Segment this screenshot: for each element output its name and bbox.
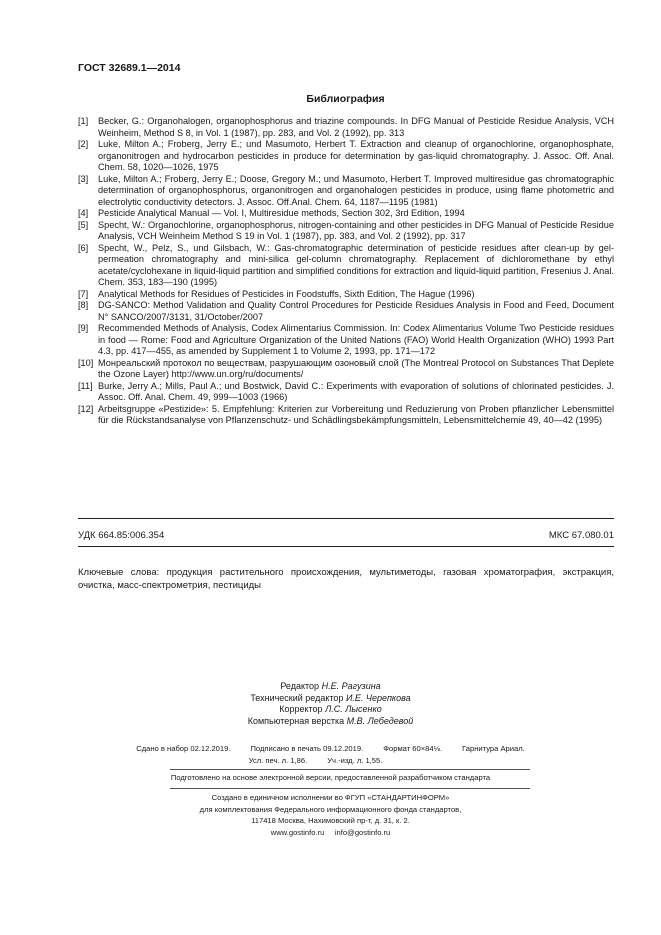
typeface: Гарнитура Ариал. xyxy=(462,744,525,753)
imprint-note: Подготовлено на основе электронной версии, предоставленной разработчиком стандарта xyxy=(170,773,491,782)
reference-number: [6] xyxy=(78,242,89,253)
reference-number: [9] xyxy=(78,323,89,333)
reference-text: Specht, W.: Organochlorine, organophosphorus, nitrogen-containing and other pesticides in DFG Manual of Pesticide Residue Analysis, VCH Weinheim Method S 19 in Vol. 1 (1987), pp. 383, and Vol. 2 (1992), pp. 317 xyxy=(98,219,614,241)
layout-line: Компьютерная верстка М.В. Лебедевой xyxy=(247,715,414,726)
reference-number: [1] xyxy=(78,116,89,126)
reference-text: Burke, Jerry A.; Mills, Paul A.; und Bostwick, David C.: Experiments with evaporation of solutions of chlorinated pesticides. J. Assoc. Off. Anal. Chem. 49, 999—1003 (1966) xyxy=(98,380,614,402)
reference-number: [5] xyxy=(78,219,89,230)
reference-text: Luke, Milton A.; Froberg, Jerry E.; Doose, Gregory M.; und Masumoto, Herbert T. Improved multiresidue gas chromatographic determination of organophosphorus, organonitrogen and organohalogen pesticides in produce, using flame photometric and electrolytic conductivity detectors. J. Assoc. Off.Anal. Chem. 64, 1187—1195 (1981) xyxy=(98,173,614,207)
reference-number: [4] xyxy=(78,208,89,218)
reference-number: [2] xyxy=(78,139,89,149)
bibliography-item xyxy=(78,139,614,174)
reference-number: [7] xyxy=(78,288,89,299)
bibliography-item xyxy=(78,220,614,243)
bibliography-item xyxy=(78,116,614,139)
bibliography-item xyxy=(78,404,614,427)
print-info xyxy=(0,743,661,767)
signed-date: Подписано в печать 09.12.2019. xyxy=(250,744,364,753)
reference-text: Монреальский протокол по веществам, разрушающим озоновый слой (The Montreal Protocol on Substances That Deplete the Ozone Layer) http://www.un.org/ru/documents/ xyxy=(98,357,614,379)
keywords: Ключевые слова: продукция растительного происхождения, мультиметоды, газовая хроматография, экстракция, очистка, масс-спектрометрия, пестициды xyxy=(78,567,614,591)
reference-text: Becker, G.: Organohalogen, organophosphorus and triazine compounds. In DFG Manual of Pesticide Residue Analysis, VCH Weinheim, Method S 8, in Vol. 1 (1987), pp. 283, and Vol. 2 (1992), pp. 313 xyxy=(98,116,614,138)
set-date: Сдано в набор 02.12.2019. xyxy=(136,744,231,753)
bibliography-item xyxy=(78,323,614,358)
publisher-block xyxy=(0,792,661,838)
mks-code: МКС 67.080.01 xyxy=(548,530,614,541)
divider-bottom xyxy=(78,546,614,547)
publisher-line: Создано в единичном исполнении во ФГУП «СТАНДАРТИНФОРМ» xyxy=(211,793,450,802)
reference-text: DG-SANCO: Method Validation and Quality Control Procedures for Pesticide Residues Analysis in Food and Feed, Document N° SANCO/2007/3131, 31/October/2007 xyxy=(98,300,614,322)
document-header: ГОСТ 32689.1—2014 xyxy=(78,62,181,74)
corrector-line: Корректор Л.С. Лысенко xyxy=(279,704,382,714)
editors-block xyxy=(0,681,661,727)
bibliography-list xyxy=(78,116,614,427)
divider-top xyxy=(78,518,614,519)
divider-publisher xyxy=(170,788,530,789)
bibliography-item xyxy=(78,243,614,289)
divider-print xyxy=(170,769,530,770)
reference-text: Pesticide Analytical Manual — Vol. I, Multiresidue methods, Section 302, 3rd Edition, 1994 xyxy=(98,208,465,218)
reference-text: Recommended Methods of Analysis, Codex Alimentarius Commission. In: Codex Alimentarius Volume Two Pesticide residues in food — Rome: Food and Agriculture Organization of the United Nations (FAO) World Health Organization (WHO) 1993 Part 4.3, pp. 417—455, as amended by Supplement 1 to Volume 2, 1993, pp. 171—172 xyxy=(98,323,614,356)
bibliography-item xyxy=(78,208,614,220)
reference-number: [8] xyxy=(78,300,89,310)
bibliography-item xyxy=(78,289,614,301)
reference-number: [10] xyxy=(78,357,94,368)
bibliography-item xyxy=(78,300,614,323)
edit-sheets: Уч.-изд. л. 1,55. xyxy=(327,756,383,765)
reference-text: Analytical Methods for Residues of Pesticides in Foodstuffs, Sixth Edition, The Hague (1996) xyxy=(98,288,475,299)
print-sheets: Усл. печ. л. 1,86. xyxy=(248,756,308,765)
publisher-web: www.gostinfo.ru info@gostinfo.ru xyxy=(270,827,391,837)
section-title: Библиография xyxy=(306,93,385,105)
publisher-line: для комплектования Федерального информационного фонда стандартов, xyxy=(199,804,462,814)
reference-number: [3] xyxy=(78,173,89,184)
reference-text: Arbeitsgruppe «Pestizide»: 5. Empfehlung: Kriterien zur Vorbereitung und Reduzierung von Proben pflanzlicher Lebensmittel für die Rückstandsanalyse von Pflanzenschutz- und Schädlingsbekämpfungsmitteln, Lebensmittelchemie 49, 40—42 (1995) xyxy=(98,403,614,425)
reference-number: [11] xyxy=(78,380,93,391)
bibliography-item xyxy=(78,174,614,209)
tech-editor-line: Технический редактор И.Е. Черепкова xyxy=(250,692,411,703)
bibliography-item xyxy=(78,358,614,381)
format: Формат 60×84⅛. xyxy=(383,744,443,753)
reference-text: Specht, W., Pelz, S., und Gilsbach, W.: Gas-chromatographic determination of pesticide residues after clean-up by gel-permeation chromatography and mini-silica gel-column chromatography. Replacement of dichloromethane by ethyl acetate/cyclohexane in liquid-liquid partition and simplified conditions for extraction and liquid-liquid partition, Fresenius J. Anal. Chem. 353, 183—190 (1995) xyxy=(98,242,614,287)
bibliography-item xyxy=(78,381,614,404)
editor-line: Редактор Н.Е. Рагузина xyxy=(280,681,381,691)
reference-number: [12] xyxy=(78,403,94,414)
reference-text: Luke, Milton A.; Froberg, Jerry E.; und Masumoto, Herbert T. Extraction and cleanup of organochlorine, organophosphate, organonitrogen and hydrocarbon pesticides in produce for determination by gas-liquid chromatography. J. Assoc. Off. Anal. Chem. 58, 1020—1026, 1975 xyxy=(98,139,614,172)
publisher-address: 117418 Москва, Нахимовский пр-т, д. 31, к. 2. xyxy=(251,816,410,825)
udc-code: УДК 664.85:006.354 xyxy=(78,530,165,541)
